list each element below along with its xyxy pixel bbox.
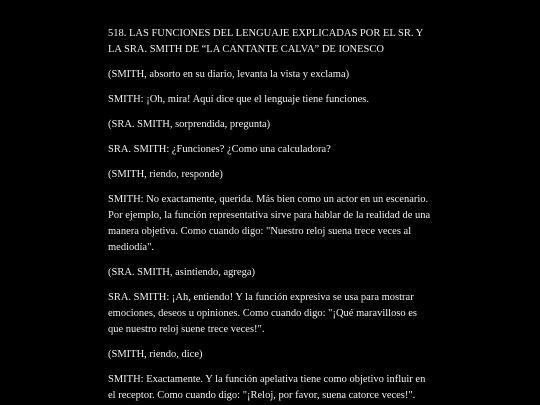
stage-direction: (SRA. SMITH, asintiendo, agrega) bbox=[108, 267, 255, 278]
dialogue-line: SMITH: ¡Oh, mira! Aquí dice que el lenguaje tiene funciones. bbox=[108, 94, 369, 105]
stage-direction: (SMITH, riendo, dice) bbox=[108, 349, 203, 360]
stage-direction: (SRA. SMITH, sorprendida, pregunta) bbox=[108, 119, 271, 130]
document-body bbox=[108, 26, 434, 404]
stage-direction: (SMITH, absorto en su diario, levanta la vista y exclama) bbox=[108, 69, 350, 80]
stage-direction: (SMITH, riendo, responde) bbox=[108, 169, 223, 180]
dialogue-line: SRA. SMITH: ¿Funciones? ¿Como una calculadora? bbox=[108, 144, 331, 155]
document-title: 518. LAS FUNCIONES DEL LENGUAJE EXPLICADAS POR EL SR. Y LA SRA. SMITH DE “LA CANTANTE CALVA” DE IONESCO bbox=[108, 28, 423, 55]
dialogue-line: SMITH: No exactamente, querida. Más bien como un actor en un escenario. Por ejemplo, la función representativa sirve para hablar de la realidad de una manera objetiva. Como cuando digo: "Nuestro reloj suena trece veces al mediodía". bbox=[108, 194, 431, 253]
dialogue-line: SMITH: Exactamente. Y la función apelativa tiene como objetivo influir en el receptor. Como cuando digo: "¡Reloj, por favor, suena catorce veces!". bbox=[108, 374, 426, 401]
dialogue-line: SRA. SMITH: ¡Ah, entiendo! Y la función expresiva se usa para mostrar emociones, deseos u opiniones. Como cuando digo: "¡Qué maravilloso es que nuestro reloj suene trece veces!". bbox=[108, 292, 418, 335]
